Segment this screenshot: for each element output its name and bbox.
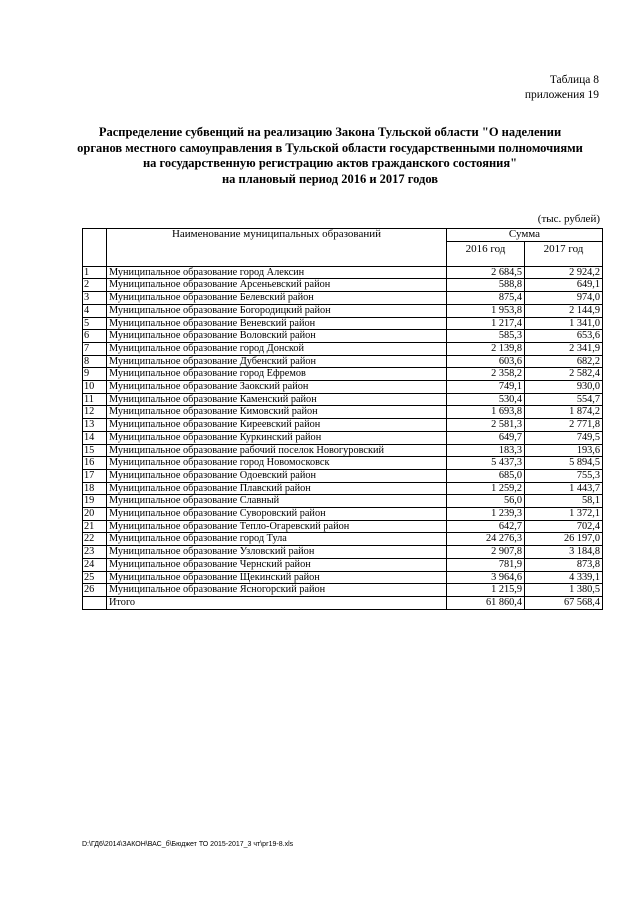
municipality-name: Муниципальное образование Славный [107, 495, 447, 508]
row-number: 24 [83, 558, 107, 571]
table-row [83, 444, 603, 457]
value-2017: 3 184,8 [525, 546, 603, 559]
row-number: 4 [83, 304, 107, 317]
value-2017: 2 771,8 [525, 419, 603, 432]
municipality-name: Муниципальное образование Плавский район [107, 482, 447, 495]
value-2016: 1 259,2 [447, 482, 525, 495]
value-2017: 58,1 [525, 495, 603, 508]
row-number: 10 [83, 381, 107, 394]
value-2017: 755,3 [525, 469, 603, 482]
row-number: 1 [83, 266, 107, 279]
total-2016: 61 860,4 [447, 596, 525, 609]
municipality-name: Муниципальное образование Одоевский район [107, 469, 447, 482]
municipality-name: Муниципальное образование Суворовский район [107, 508, 447, 521]
value-2017: 2 341,9 [525, 342, 603, 355]
value-2016: 585,3 [447, 330, 525, 343]
file-path: D:\ГД6\2014\ЗАКОН\ВАС_б\Бюджет ТО 2015-2017_3 чт\рг19-8.xls [82, 841, 294, 848]
value-2016: 24 276,3 [447, 533, 525, 546]
row-number: 3 [83, 292, 107, 305]
value-2017: 2 144,9 [525, 304, 603, 317]
value-2017: 554,7 [525, 393, 603, 406]
row-number: 14 [83, 431, 107, 444]
value-2017: 1 443,7 [525, 482, 603, 495]
value-2017: 873,8 [525, 558, 603, 571]
title-line: Распределение субвенций на реализацию Закона Тульской области "О наделении [98, 125, 562, 139]
row-number: 6 [83, 330, 107, 343]
value-2017: 5 894,5 [525, 457, 603, 470]
municipality-name: Муниципальное образование Щекинский район [107, 571, 447, 584]
table-row [83, 330, 603, 343]
value-2016: 1 215,9 [447, 584, 525, 597]
table-row [83, 381, 603, 394]
value-2017: 1 380,5 [525, 584, 603, 597]
value-2017: 649,1 [525, 279, 603, 292]
municipality-name: Муниципальное образование Дубенский район [107, 355, 447, 368]
table-row [83, 533, 603, 546]
municipality-name: Муниципальное образование Веневский район [107, 317, 447, 330]
row-number [83, 596, 107, 609]
table-caption [525, 73, 599, 103]
value-2016: 2 139,8 [447, 342, 525, 355]
row-number: 19 [83, 495, 107, 508]
municipality-name: Муниципальное образование рабочий поселок Новогуровский [107, 444, 447, 457]
municipality-name: Муниципальное образование Тепло-Огаревский район [107, 520, 447, 533]
table-row [83, 355, 603, 368]
row-number: 26 [83, 584, 107, 597]
municipality-name: Муниципальное образование Кимовский район [107, 406, 447, 419]
value-2017: 682,2 [525, 355, 603, 368]
row-number: 2 [83, 279, 107, 292]
value-2016: 603,6 [447, 355, 525, 368]
value-2016: 781,9 [447, 558, 525, 571]
row-number: 11 [83, 393, 107, 406]
value-2016: 649,7 [447, 431, 525, 444]
appendix-number: приложения 19 [524, 89, 599, 101]
value-2017: 653,6 [525, 330, 603, 343]
value-2017: 702,4 [525, 520, 603, 533]
row-number: 22 [83, 533, 107, 546]
municipality-name: Муниципальное образование Богородицкий район [107, 304, 447, 317]
value-2016: 1 239,3 [447, 508, 525, 521]
table-row [83, 469, 603, 482]
value-2016: 3 964,6 [447, 571, 525, 584]
value-2016: 1 953,8 [447, 304, 525, 317]
municipality-name: Муниципальное образование Заокский район [107, 381, 447, 394]
total-label: Итого [107, 596, 447, 609]
header-2016: 2016 год [447, 241, 525, 266]
value-2017: 1 341,0 [525, 317, 603, 330]
row-number: 5 [83, 317, 107, 330]
row-number: 9 [83, 368, 107, 381]
table-row [83, 368, 603, 381]
table-row [83, 317, 603, 330]
municipality-name: Муниципальное образование Киреевский район [107, 419, 447, 432]
table-row [83, 482, 603, 495]
value-2016: 2 907,8 [447, 546, 525, 559]
row-number: 21 [83, 520, 107, 533]
table-row [83, 495, 603, 508]
municipality-name: Муниципальное образование Воловский район [107, 330, 447, 343]
table-row [83, 457, 603, 470]
value-2016: 1 217,4 [447, 317, 525, 330]
value-2017: 26 197,0 [525, 533, 603, 546]
value-2017: 2 582,4 [525, 368, 603, 381]
document-title [70, 125, 590, 187]
municipality-name: Муниципальное образование Арсеньевский район [107, 279, 447, 292]
row-number: 12 [83, 406, 107, 419]
row-number: 13 [83, 419, 107, 432]
table-row [83, 406, 603, 419]
row-number: 15 [83, 444, 107, 457]
table-row [83, 520, 603, 533]
header-sum: Сумма [447, 229, 603, 242]
total-row [83, 596, 603, 609]
table-row [83, 266, 603, 279]
row-number: 17 [83, 469, 107, 482]
row-number: 23 [83, 546, 107, 559]
value-2017: 974,0 [525, 292, 603, 305]
value-2016: 642,7 [447, 520, 525, 533]
municipality-name: Муниципальное образование город Ефремов [107, 368, 447, 381]
value-2016: 749,1 [447, 381, 525, 394]
value-2017: 1 372,1 [525, 508, 603, 521]
row-number: 25 [83, 571, 107, 584]
table-row [83, 304, 603, 317]
value-2017: 2 924,2 [525, 266, 603, 279]
value-2017: 1 874,2 [525, 406, 603, 419]
table-row [83, 342, 603, 355]
municipality-name: Муниципальное образование Куркинский район [107, 431, 447, 444]
header-name: Наименование муниципальных образований [107, 229, 447, 267]
row-number: 18 [83, 482, 107, 495]
row-number: 16 [83, 457, 107, 470]
units-label: (тыс. рублей) [537, 213, 600, 225]
value-2016: 2 581,3 [447, 419, 525, 432]
table-row [83, 393, 603, 406]
value-2016: 183,3 [447, 444, 525, 457]
value-2016: 56,0 [447, 495, 525, 508]
value-2017: 749,5 [525, 431, 603, 444]
value-2017: 930,0 [525, 381, 603, 394]
total-2017: 67 568,4 [525, 596, 603, 609]
value-2016: 685,0 [447, 469, 525, 482]
table-row [83, 584, 603, 597]
table-row [83, 571, 603, 584]
value-2016: 1 693,8 [447, 406, 525, 419]
row-number: 7 [83, 342, 107, 355]
row-number: 20 [83, 508, 107, 521]
value-2017: 4 339,1 [525, 571, 603, 584]
table-row [83, 279, 603, 292]
title-line: органов местного самоуправления в Тульской области государственными полномочиями [77, 140, 583, 155]
value-2016: 875,4 [447, 292, 525, 305]
municipality-name: Муниципальное образование Каменский район [107, 393, 447, 406]
table-row [83, 431, 603, 444]
row-number: 8 [83, 355, 107, 368]
title-line: на государственную регистрацию актов гражданского состояния" [142, 156, 518, 170]
municipality-name: Муниципальное образование Чернский район [107, 558, 447, 571]
municipality-name: Муниципальное образование Узловский район [107, 546, 447, 559]
value-2017: 193,6 [525, 444, 603, 457]
value-2016: 2 684,5 [447, 266, 525, 279]
municipality-name: Муниципальное образование Ясногорский район [107, 584, 447, 597]
header-number-cell [83, 229, 107, 267]
table-row [83, 292, 603, 305]
value-2016: 5 437,3 [447, 457, 525, 470]
table-row [83, 419, 603, 432]
municipality-name: Муниципальное образование город Алексин [107, 266, 447, 279]
municipality-name: Муниципальное образование город Тула [107, 533, 447, 546]
value-2016: 2 358,2 [447, 368, 525, 381]
table-row [83, 546, 603, 559]
value-2016: 530,4 [447, 393, 525, 406]
header-2017: 2017 год [525, 241, 603, 266]
municipality-name: Муниципальное образование город Донской [107, 342, 447, 355]
subventions-table [82, 228, 603, 610]
table-row [83, 558, 603, 571]
municipality-name: Муниципальное образование Белевский район [107, 292, 447, 305]
value-2016: 588,8 [447, 279, 525, 292]
table-row [83, 508, 603, 521]
table-number: Таблица 8 [549, 74, 599, 86]
title-line: на плановый период 2016 и 2017 годов [221, 171, 439, 186]
municipality-name: Муниципальное образование город Новомосковск [107, 457, 447, 470]
